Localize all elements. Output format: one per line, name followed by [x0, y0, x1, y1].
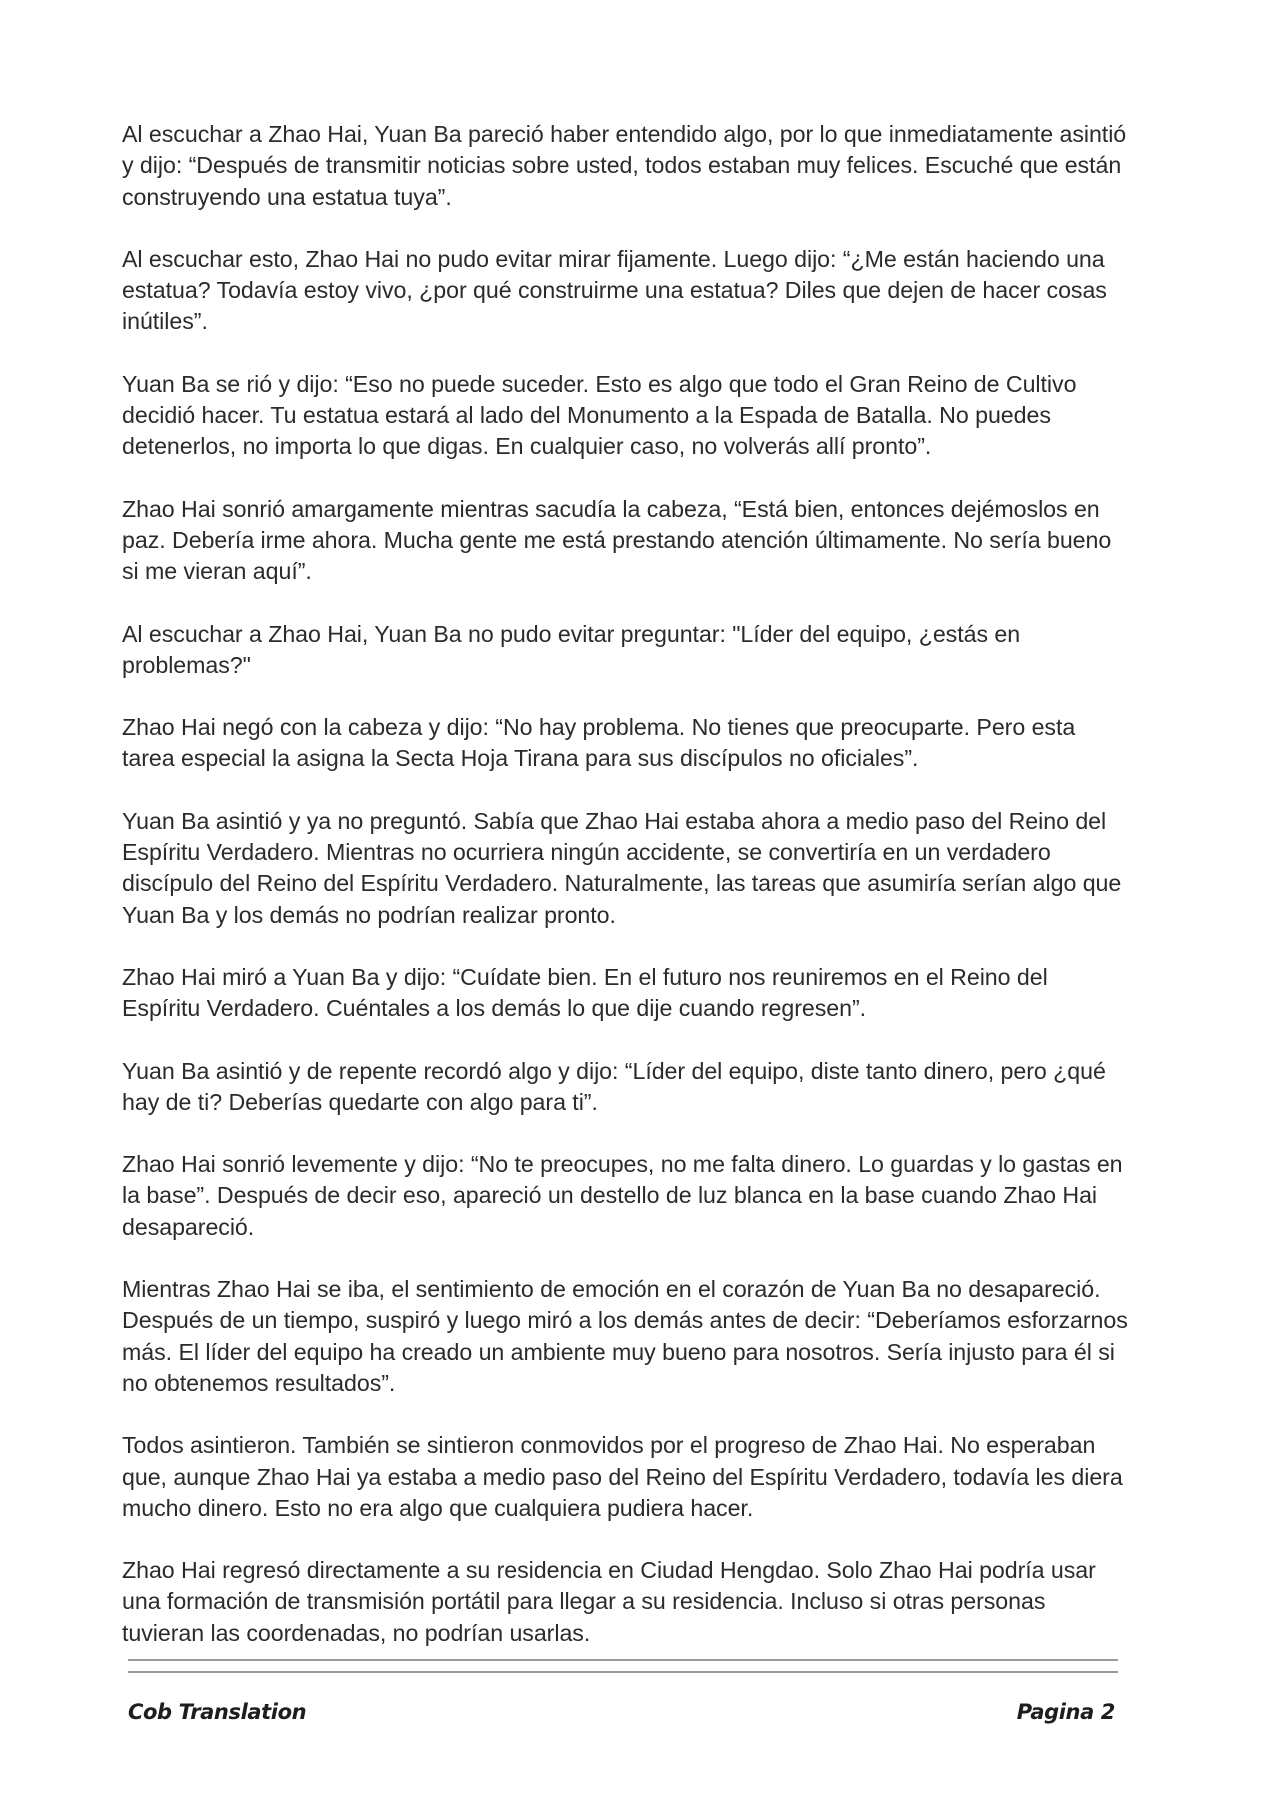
- paragraph: Al escuchar a Zhao Hai, Yuan Ba pareció haber entendido algo, por lo que inmediatamente asintió y dijo: “Después de transmitir noticias sobre usted, todos estaban muy felices. Escuché que están construyendo una estatua tuya”.: [122, 121, 1127, 210]
- paragraph: Yuan Ba asintió y de repente recordó algo y dijo: “Líder del equipo, diste tanto dinero, pero ¿qué hay de ti? Deberías quedarte con algo para ti”.: [122, 1057, 1106, 1115]
- document-body: [122, 119, 1132, 1680]
- paragraph: Yuan Ba asintió y ya no preguntó. Sabía que Zhao Hai estaba ahora a medio paso del Reino del Espíritu Verdadero. Mientras no ocurriera ningún accidente, se convertiría en un verdadero discípulo del Reino del Espíritu Verdadero. Naturalmente, las tareas que asumiría serían algo que Yuan Ba y los demás no podrían realizar pronto.: [122, 807, 1122, 928]
- paragraph: Al escuchar a Zhao Hai, Yuan Ba no pudo evitar preguntar: "Líder del equipo, ¿estás en problemas?": [122, 620, 1021, 678]
- footer-translator-label: Cob Translation: [128, 1700, 307, 1724]
- paragraph: Todos asintieron. También se sintieron conmovidos por el progreso de Zhao Hai. No esperaban que, aunque Zhao Hai ya estaba a medio paso del Reino del Espíritu Verdadero, todavía les diera mucho dinero. Esto no era algo que cualquiera pudiera hacer.: [122, 1432, 1123, 1521]
- paragraph: Yuan Ba se rió y dijo: “Eso no puede suceder. Esto es algo que todo el Gran Reino de Cultivo decidió hacer. Tu estatua estará al lado del Monumento a la Espada de Batalla. No puedes detenerlos, no importa lo que digas. En cualquier caso, no volverás allí pronto”.: [122, 370, 1077, 460]
- paragraph: Zhao Hai negó con la cabeza y dijo: “No hay problema. No tienes que preocuparte. Pero esta tarea especial la asigna la Secta Hoja Tirana para sus discípulos no oficiales”.: [122, 714, 1076, 772]
- paragraph: Mientras Zhao Hai se iba, el sentimiento de emoción en el corazón de Yuan Ba no desapareció. Después de un tiempo, suspiró y luego miró a los demás antes de decir: “Deberíamos esforzarnos más. El líder del equipo ha creado un ambiente muy bueno para nosotros. Sería injusto para él si no obtenemos resultados”.: [122, 1276, 1128, 1396]
- footer-page-number: Pagina 2: [1016, 1700, 1115, 1724]
- paragraph: Zhao Hai regresó directamente a su residencia en Ciudad Hengdao. Solo Zhao Hai podría usar una formación de transmisión portátil para llegar a su residencia. Incluso si otras personas tuvieran las coordenadas, no podrían usarlas.: [122, 1557, 1096, 1646]
- footer-divider-bottom: [128, 1671, 1118, 1673]
- paragraph: Zhao Hai sonrió levemente y dijo: “No te preocupes, no me falta dinero. Lo guardas y lo gastas en la base”. Después de decir eso, apareció un destello de luz blanca en la base cuando Zhao Hai desapareció.: [122, 1151, 1123, 1240]
- footer-divider-top: [128, 1659, 1118, 1661]
- paragraph: Zhao Hai miró a Yuan Ba y dijo: “Cuídate bien. En el futuro nos reuniremos en el Reino del Espíritu Verdadero. Cuéntales a los demás lo que dije cuando regresen”.: [122, 963, 1048, 1022]
- paragraph: Al escuchar esto, Zhao Hai no pudo evitar mirar fijamente. Luego dijo: “¿Me están haciendo una estatua? Todavía estoy vivo, ¿por qué construirme una estatua? Diles que dejen de hacer cosas inútiles”.: [122, 245, 1107, 335]
- paragraph: Zhao Hai sonrió amargamente mientras sacudía la cabeza, “Está bien, entonces dejémoslos en paz. Debería irme ahora. Mucha gente me está prestando atención últimamente. No sería bueno si me vieran aquí”.: [122, 495, 1112, 585]
